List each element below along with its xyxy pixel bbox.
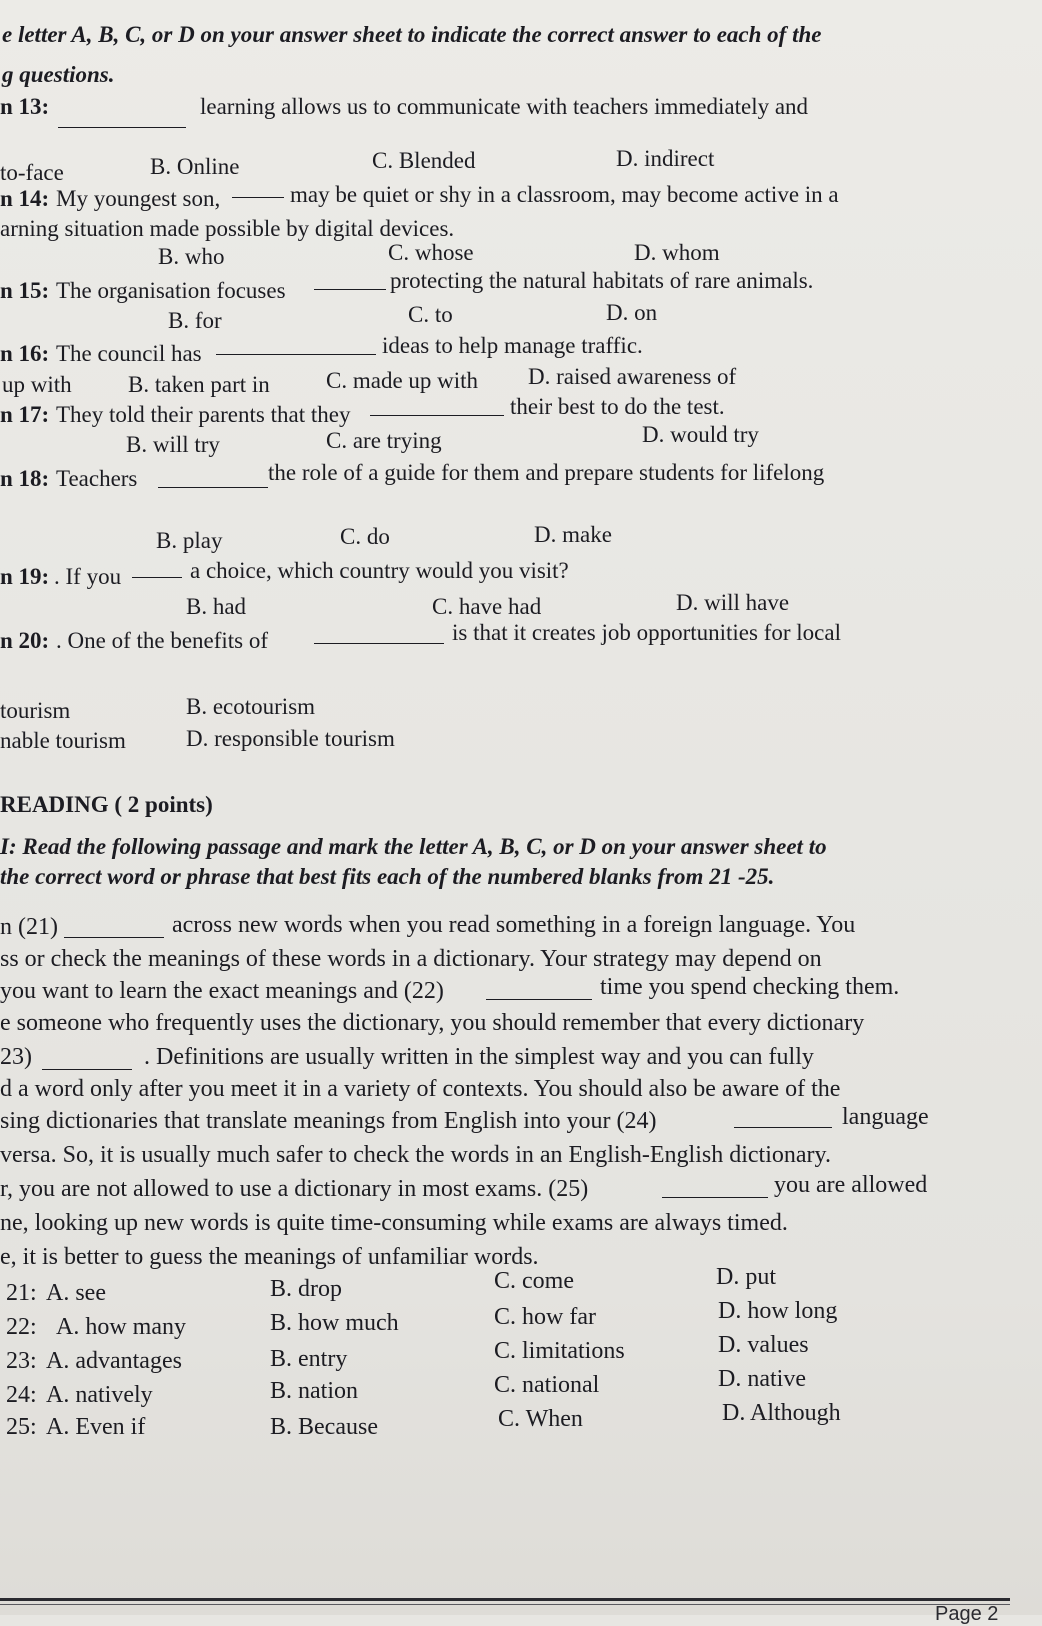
- blank: [232, 178, 284, 204]
- option-d[interactable]: D. values: [718, 1332, 809, 1358]
- option-c[interactable]: C. limitations: [494, 1338, 625, 1364]
- passage-text: across new words when you read something in a foreign language. You: [172, 912, 856, 938]
- option-c[interactable]: C. how far: [494, 1304, 596, 1330]
- blank: [42, 1050, 132, 1077]
- question-text: learning allows us to communicate with teachers immediately and: [200, 94, 809, 119]
- blank: [314, 270, 386, 296]
- option-c[interactable]: C. When: [498, 1406, 583, 1432]
- option-b[interactable]: B. will try: [126, 432, 220, 457]
- option-c[interactable]: C. come: [494, 1268, 574, 1294]
- option-a[interactable]: A. see: [46, 1280, 106, 1306]
- instruction-text: e letter A, B, C, or D on your answer sheet to indicate the correct answer to each of the: [2, 22, 822, 47]
- question-text: a choice, which country would you visit?: [190, 558, 569, 583]
- question-text: is that it creates job opportunities for local: [452, 620, 841, 645]
- question-text: protecting the natural habitats of rare animals.: [390, 268, 814, 293]
- blank: [158, 468, 268, 494]
- question-text: arning situation made possible by digital devices.: [0, 216, 455, 241]
- question-text: the role of a guide for them and prepare students for lifelong: [268, 460, 825, 485]
- question-label: n 19:: [0, 564, 50, 589]
- question-text: My youngest son,: [56, 186, 221, 211]
- option-a[interactable]: to-face: [0, 160, 64, 185]
- option-c[interactable]: C. Blended: [372, 148, 476, 173]
- blank: [58, 108, 186, 134]
- question-label: n 14:: [0, 186, 50, 211]
- blank: [132, 558, 182, 584]
- passage-text: language: [842, 1104, 929, 1130]
- option-a[interactable]: A. advantages: [46, 1348, 182, 1374]
- passage-text: r, you are not allowed to use a dictionary in most exams. (25): [0, 1176, 589, 1202]
- option-c[interactable]: C. do: [340, 524, 390, 549]
- footer-rule-thin: [0, 1604, 1010, 1605]
- question-text: ideas to help manage traffic.: [382, 333, 643, 358]
- question-label: n 20:: [0, 628, 50, 653]
- passage-text: you are allowed: [774, 1172, 928, 1198]
- instruction-text: the correct word or phrase that best fits each of the numbered blanks from 21 -25.: [0, 864, 775, 889]
- question-text: Teachers: [56, 466, 138, 491]
- passage-text: ne, looking up new words is quite time-consuming while exams are always timed.: [0, 1210, 788, 1236]
- option-b[interactable]: B. for: [168, 308, 222, 333]
- option-c[interactable]: C. to: [408, 302, 453, 327]
- option-c[interactable]: C. whose: [388, 240, 474, 265]
- blank: [734, 1108, 832, 1135]
- passage-text: n (21): [0, 914, 58, 940]
- instruction-text: I: Read the following passage and mark the letter A, B, C, or D on your answer sheet to: [0, 834, 827, 859]
- option-d[interactable]: D. whom: [634, 240, 720, 265]
- instruction-text: g questions.: [2, 62, 115, 87]
- option-b[interactable]: B. how much: [270, 1310, 399, 1336]
- question-text: may be quiet or shy in a classroom, may become active in a: [290, 182, 839, 207]
- option-d[interactable]: D. will have: [676, 590, 790, 615]
- blank: [370, 396, 504, 422]
- question-label: n 15:: [0, 278, 50, 303]
- footer-rule: [0, 1598, 1010, 1601]
- option-c[interactable]: C. national: [494, 1372, 600, 1398]
- question-text: their best to do the test.: [510, 394, 725, 419]
- passage-text: e, it is better to guess the meanings of unfamiliar words.: [0, 1244, 539, 1270]
- blank: [486, 980, 592, 1007]
- answer-label: 22:: [6, 1314, 37, 1340]
- passage-text: you want to learn the exact meanings and (22): [0, 978, 444, 1004]
- option-b[interactable]: B. ecotourism: [186, 694, 316, 719]
- option-d[interactable]: D. responsible tourism: [186, 726, 395, 751]
- option-a[interactable]: A. Even if: [46, 1414, 146, 1440]
- passage-text: ss or check the meanings of these words in a dictionary. Your strategy may depend on: [0, 946, 822, 972]
- question-label: n 18:: [0, 466, 50, 491]
- answer-label: 25:: [6, 1414, 37, 1440]
- option-d[interactable]: D. put: [716, 1264, 776, 1290]
- option-b[interactable]: B. who: [158, 244, 225, 269]
- option-c[interactable]: C. have had: [432, 594, 542, 619]
- question-text: . One of the benefits of: [56, 628, 269, 653]
- passage-text: sing dictionaries that translate meanings from English into your (24): [0, 1108, 657, 1134]
- question-text: . If you: [54, 564, 122, 589]
- option-c[interactable]: nable tourism: [0, 728, 126, 753]
- question-text: The council has: [56, 341, 202, 366]
- option-b[interactable]: B. play: [156, 528, 223, 553]
- option-b[interactable]: B. drop: [270, 1276, 342, 1302]
- passage-text: d a word only after you meet it in a variety of contexts. You should also be aware of the: [0, 1076, 841, 1102]
- blank: [216, 335, 376, 361]
- option-b[interactable]: B. Online: [150, 154, 240, 179]
- option-a[interactable]: tourism: [0, 698, 71, 723]
- question-text: They told their parents that they: [56, 402, 351, 427]
- option-b[interactable]: B. had: [186, 594, 247, 619]
- option-d[interactable]: D. raised awareness of: [528, 364, 737, 389]
- option-a[interactable]: up with: [2, 372, 72, 397]
- passage-text: time you spend checking them.: [600, 974, 900, 1000]
- option-d[interactable]: D. Although: [722, 1400, 841, 1426]
- option-a[interactable]: A. natively: [46, 1382, 153, 1408]
- page-number: Page 2: [935, 1603, 999, 1625]
- option-d[interactable]: D. native: [718, 1366, 806, 1392]
- option-d[interactable]: D. indirect: [616, 146, 715, 171]
- blank: [314, 624, 444, 650]
- answer-label: 24:: [6, 1382, 37, 1408]
- option-b[interactable]: B. entry: [270, 1346, 348, 1372]
- section-title: READING ( 2 points): [0, 792, 213, 817]
- option-c[interactable]: C. made up with: [326, 368, 479, 393]
- blank: [662, 1178, 768, 1205]
- question-label: n 16:: [0, 341, 50, 366]
- option-a[interactable]: A. how many: [56, 1314, 186, 1340]
- option-c[interactable]: C. are trying: [326, 428, 442, 453]
- option-b[interactable]: B. Because: [270, 1414, 378, 1440]
- question-label: n 13:: [0, 94, 50, 119]
- passage-text: . Definitions are usually written in the simplest way and you can fully: [144, 1044, 814, 1070]
- blank: [64, 918, 164, 945]
- answer-label: 23:: [6, 1348, 37, 1374]
- question-text: The organisation focuses: [56, 278, 286, 303]
- passage-text: e someone who frequently uses the dictionary, you should remember that every dictionary: [0, 1010, 865, 1036]
- option-b[interactable]: B. nation: [270, 1378, 358, 1404]
- option-d[interactable]: D. make: [534, 522, 612, 547]
- passage-text: 23): [0, 1044, 32, 1070]
- answer-label: 21:: [6, 1280, 37, 1306]
- passage-text: versa. So, it is usually much safer to check the words in an English-English dictionary.: [0, 1142, 831, 1168]
- option-d[interactable]: D. how long: [718, 1298, 838, 1324]
- question-label: n 17:: [0, 402, 50, 427]
- option-b[interactable]: B. taken part in: [128, 372, 270, 397]
- option-d[interactable]: D. on: [606, 300, 658, 325]
- option-d[interactable]: D. would try: [642, 422, 759, 447]
